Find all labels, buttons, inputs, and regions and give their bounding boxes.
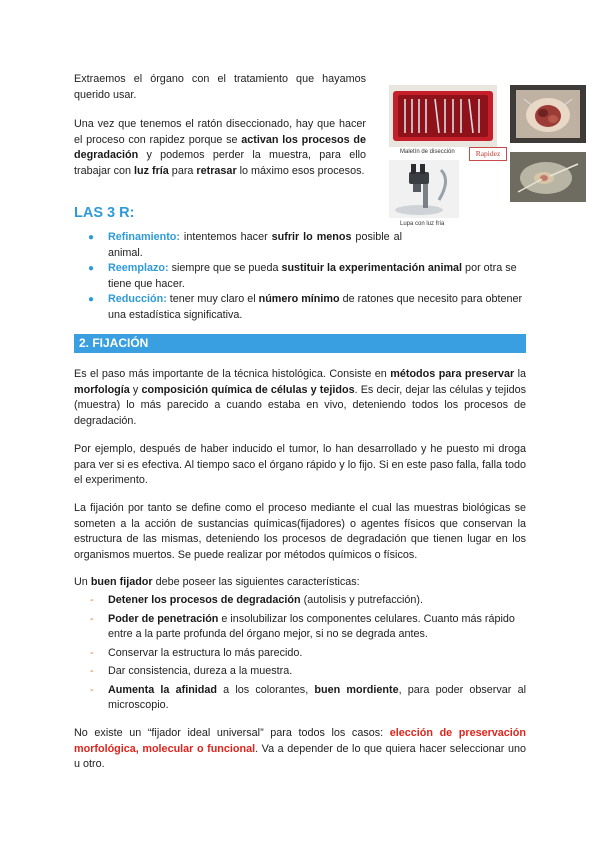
- bullet-dot-icon: ●: [88, 263, 95, 274]
- list-item: - Conservar la estructura lo más parecido.: [90, 646, 303, 659]
- fijacion-paragraph-3: La fijación por tanto se define como el proceso mediante el cual las muestras biológicas se someten a la acción de sustancias químicas(fijadores) o agentes físicos que conservan la estructura de las mismas, deteniendo los procesos de degradación que tienen lugar en los organismos muertos. Se puede realizar por métodos químicos o físicos.: [74, 502, 526, 561]
- fijacion-paragraph-2: Por ejemplo, después de haber inducido el tumor, lo han desarrollado y he puesto mi droga para ver si es efectiva. Al tiempo saco el órgano rápido y lo fijo. Si en este paso falla, falla todo el experimento.: [74, 443, 526, 486]
- fijacion-paragraph-4: Un buen fijador debe poseer las siguientes características:: [74, 576, 360, 588]
- cold-light-procedure-photo: [510, 152, 586, 202]
- rapidez-label: Rapidez: [469, 147, 507, 161]
- fijacion-paragraph-1: Es el paso más importante de la técnica histológica. Consiste en métodos para preservar la morfología y composición química de células y tejidos. Es decir, dejar las células y tejidos (muestra) lo más parecido a cuando estaba en vivo, deteniendo todos los procesos de degradación.: [74, 368, 527, 427]
- list-item: ● Reducción: tener muy claro el número mínimo de ratones que necesito para obtener una estadística significativa.: [88, 293, 523, 321]
- list-item: ● Reemplazo: siempre que se pueda sustituir la experimentación animal por otra se tiene que hacer.: [88, 262, 517, 290]
- microscope-caption: Lupa con luz fría: [400, 221, 445, 227]
- list-item: - Poder de penetración e insolubilizar los componentes celulares. Cuanto más rápido entre a la parte profunda del órgano mejor, si no se degrada antes.: [90, 612, 515, 640]
- intro-paragraph-1: Extraemos el órgano con el tratamiento que hayamos querido usar.: [74, 73, 366, 101]
- list-item: - Aumenta la afinidad a los colorantes, buen mordiente, para poder observar al microscopio.: [90, 683, 526, 711]
- microscope-photo: [389, 160, 459, 218]
- bullet-dot-icon: ●: [88, 232, 95, 243]
- section-banner: [74, 334, 526, 353]
- list-item: - Detener los procesos de degradación (autolisis y putrefacción).: [90, 594, 424, 606]
- list-item: - Dar consistencia, dureza a la muestra.: [90, 665, 293, 677]
- dissection-kit-photo: [389, 85, 497, 147]
- bullet-dot-icon: ●: [88, 294, 95, 305]
- list-item: ● Refinamiento: intentemos hacer sufrir lo menos posible al animal.: [88, 231, 402, 259]
- section-title: 2. FIJACIÓN: [79, 336, 149, 350]
- final-paragraph: No existe un “fijador ideal universal” para todos los casos: elección de preservación morfológica, molecular o funcional. Va a depender de lo que quiera hacer seleccionar uno u otro.: [74, 727, 526, 770]
- dissected-mouse-photo: [510, 85, 586, 143]
- dissection-kit-caption: Maletín de disección: [400, 149, 455, 155]
- tres-r-heading: LAS 3 R:: [74, 205, 135, 221]
- tres-r-list: [74, 230, 526, 323]
- intro-paragraph-2: Una vez que tenemos el ratón diseccionado, hay que hacer el proceso con rapidez porque se activan los procesos de degradación y podemos perder la muestra, para ello trabajar con luz fría para retrasar lo máximo esos procesos.: [74, 118, 367, 177]
- caracteristicas-list: [74, 593, 526, 717]
